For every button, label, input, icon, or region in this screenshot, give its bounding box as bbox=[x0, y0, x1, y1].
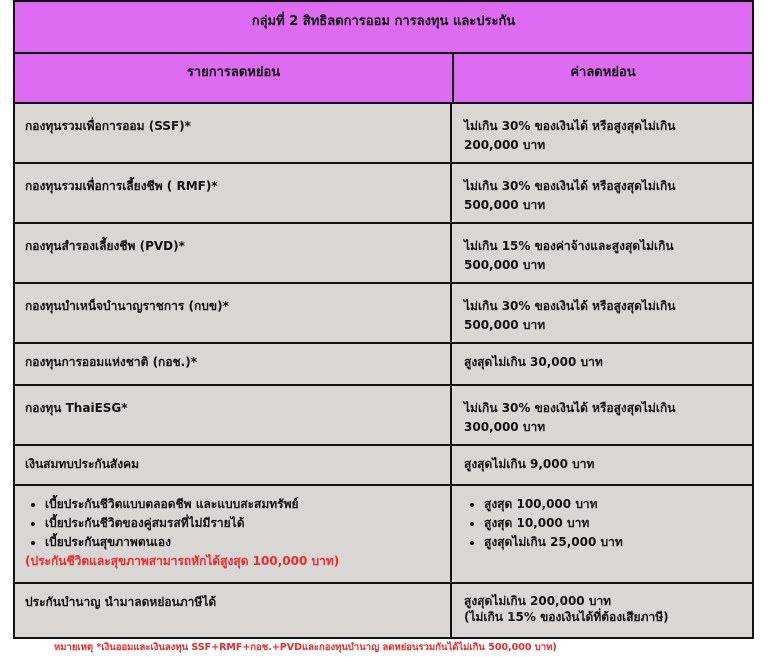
amount-line: สูงสุดไม่เกิน 200,000 บาท bbox=[464, 594, 612, 608]
list-item: • เบี้ยประกันชีวิตของคู่สมรสที่ไม่มีรายได้ bbox=[45, 514, 450, 533]
table-row bbox=[15, 446, 752, 486]
table-row bbox=[15, 284, 752, 344]
row-amount bbox=[454, 284, 752, 342]
amount-line: 500,000 บาท bbox=[464, 258, 546, 272]
table-title: กลุ่มที่ 2 สิทธิลดการออม การลงทุน และประกัน bbox=[15, 2, 752, 54]
row-item: ประกันบำนาญ นำมาลดหย่อนภาษีได้ bbox=[15, 584, 452, 637]
insurance-row bbox=[15, 486, 752, 584]
row-amount bbox=[454, 104, 752, 162]
table-row bbox=[15, 104, 752, 164]
table-row bbox=[15, 164, 752, 224]
pension-row bbox=[15, 584, 752, 637]
footnote: หมายเหตุ *เงินออมและเงินลงทุน SSF+RMF+กอช.+PVDและกองทุนบำนาญ ลดหย่อนรวมกันได้ไม่เกิน 500,000 บาท) bbox=[54, 642, 557, 653]
amount-line: 300,000 บาท bbox=[464, 420, 546, 434]
insurance-amount-list bbox=[464, 495, 746, 552]
row-item: เงินสมทบประกันสังคม bbox=[15, 446, 452, 484]
list-item: • สูงสุด 100,000 บาท bbox=[484, 495, 746, 514]
amount-line: (ไม่เกิน 15% ของเงินได้ที่ต้องเสียภาษี) bbox=[464, 610, 669, 624]
amount-line: 500,000 บาท bbox=[464, 198, 546, 212]
row-item: กองทุนการออมแห่งชาติ (กอช.)* bbox=[15, 344, 452, 384]
insurance-items bbox=[15, 486, 452, 582]
list-item: • เบี้ยประกันชีวิตแบบตลอดชีพ และแบบสะสมทรัพย์ bbox=[45, 495, 450, 514]
row-amount bbox=[454, 446, 752, 484]
amount-line: สูงสุดไม่เกิน 9,000 บาท bbox=[464, 457, 595, 471]
deduction-table bbox=[13, 0, 754, 639]
table-row bbox=[15, 344, 752, 386]
amount-line: ไม่เกิน 30% ของเงินได้ หรือสูงสุดไม่เกิน bbox=[464, 119, 676, 133]
row-item: กองทุน ThaiESG* bbox=[15, 386, 452, 444]
list-item: • เบี้ยประกันสุขภาพตนเอง bbox=[45, 533, 450, 552]
amount-line: ไม่เกิน 30% ของเงินได้ หรือสูงสุดไม่เกิน bbox=[464, 179, 676, 193]
table-row bbox=[15, 386, 752, 446]
row-amount bbox=[454, 224, 752, 282]
table-row bbox=[15, 224, 752, 284]
amount-line: สูงสุดไม่เกิน 30,000 บาท bbox=[464, 355, 603, 369]
header-deduction-amount: ค่าลดหย่อน bbox=[454, 54, 752, 104]
row-item: กองทุนสำรองเลี้ยงชีพ (PVD)* bbox=[15, 224, 452, 282]
row-amount bbox=[454, 386, 752, 444]
row-amount bbox=[454, 164, 752, 222]
insurance-list bbox=[25, 495, 450, 552]
row-amount bbox=[454, 584, 752, 637]
amount-line: ไม่เกิน 30% ของเงินได้ หรือสูงสุดไม่เกิน bbox=[464, 299, 676, 313]
amount-line: ไม่เกิน 15% ของค่าจ้างและสูงสุดไม่เกิน bbox=[464, 239, 674, 253]
header-deduction-item: รายการลดหย่อน bbox=[15, 54, 454, 104]
insurance-amounts bbox=[454, 486, 752, 582]
amount-line: 500,000 บาท bbox=[464, 318, 546, 332]
insurance-cap-note: (ประกันชีวิตและสุขภาพสามารถหักได้สูงสุด 100,000 บาท) bbox=[25, 554, 340, 568]
row-item: กองทุนรวมเพื่อการออม (SSF)* bbox=[15, 104, 452, 162]
amount-line: ไม่เกิน 30% ของเงินได้ หรือสูงสุดไม่เกิน bbox=[464, 401, 676, 415]
amount-line: 200,000 บาท bbox=[464, 138, 546, 152]
row-amount bbox=[454, 344, 752, 384]
row-item: กองทุนบำเหน็จบำนาญราชการ (กบข)* bbox=[15, 284, 452, 342]
list-item: • สูงสุดไม่เกิน 25,000 บาท bbox=[484, 533, 746, 552]
row-item: กองทุนรวมเพื่อการเลี้ยงชีพ ( RMF)* bbox=[15, 164, 452, 222]
list-item: • สูงสุด 10,000 บาท bbox=[484, 514, 746, 533]
